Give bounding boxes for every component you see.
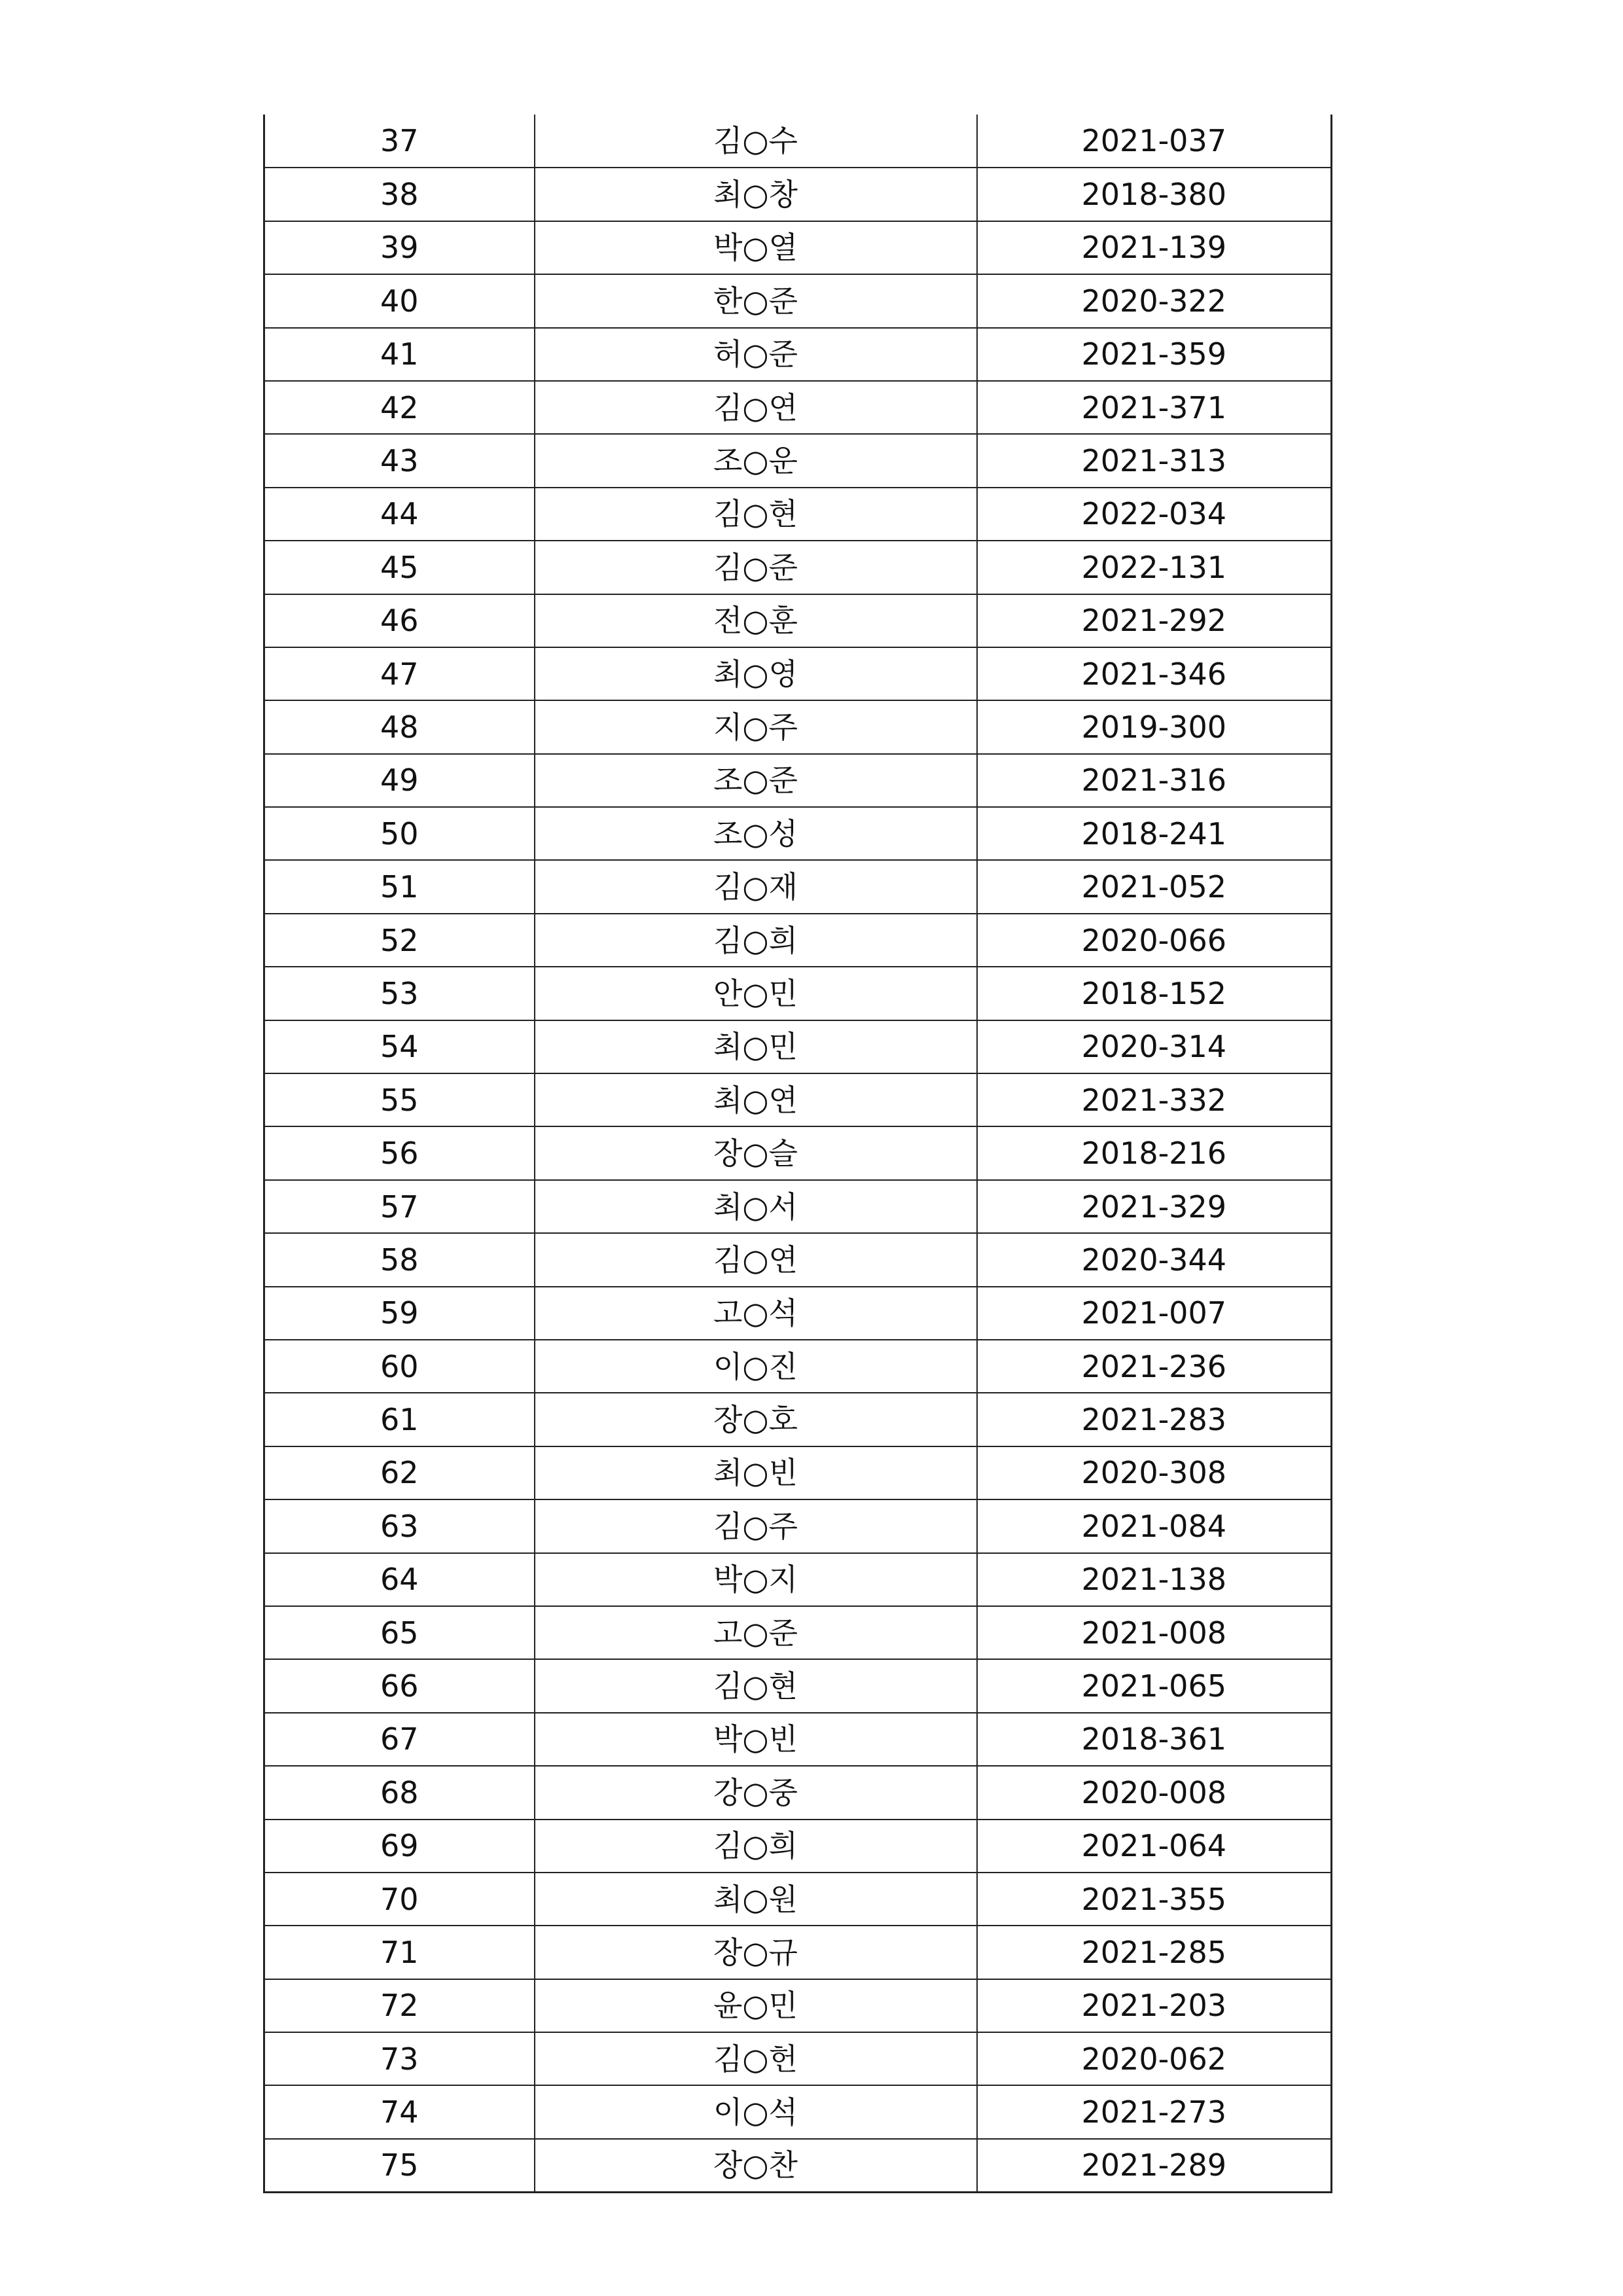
id-number-cell: 2021-064 — [977, 1820, 1332, 1873]
id-number-cell: 2021-084 — [977, 1499, 1332, 1552]
table-row — [264, 115, 1332, 168]
name-cell: 김○수 — [535, 115, 977, 168]
id-number-cell: 2021-052 — [977, 860, 1332, 913]
name-cell: 김○주 — [535, 1499, 977, 1552]
id-number-cell: 2022-034 — [977, 488, 1332, 541]
table-row — [264, 1873, 1332, 1926]
table-row — [264, 328, 1332, 381]
name-cell: 조○운 — [535, 434, 977, 487]
table-row — [264, 807, 1332, 860]
id-number-cell: 2020-008 — [977, 1766, 1332, 1819]
row-number-cell: 63 — [264, 1499, 535, 1552]
table-row — [264, 1553, 1332, 1606]
name-cell: 김○희 — [535, 1820, 977, 1873]
id-number-cell: 2021-292 — [977, 594, 1332, 647]
id-number-cell: 2019-300 — [977, 700, 1332, 753]
table-row — [264, 221, 1332, 274]
row-number-cell: 72 — [264, 1979, 535, 2032]
name-cell: 장○찬 — [535, 2139, 977, 2192]
id-number-cell: 2018-216 — [977, 1126, 1332, 1179]
id-number-cell: 2021-289 — [977, 2139, 1332, 2192]
row-number-cell: 55 — [264, 1073, 535, 1126]
name-cell: 최○서 — [535, 1180, 977, 1233]
id-number-cell: 2021-355 — [977, 1873, 1332, 1926]
id-number-cell: 2020-062 — [977, 2032, 1332, 2085]
name-cell: 장○호 — [535, 1393, 977, 1446]
name-cell: 윤○민 — [535, 1979, 977, 2032]
id-number-cell: 2021-329 — [977, 1180, 1332, 1233]
row-number-cell: 71 — [264, 1926, 535, 1979]
table-row — [264, 274, 1332, 327]
name-cell: 김○희 — [535, 914, 977, 967]
id-number-cell: 2021-008 — [977, 1606, 1332, 1659]
row-number-cell: 39 — [264, 221, 535, 274]
name-cell: 지○주 — [535, 700, 977, 753]
row-number-cell: 43 — [264, 434, 535, 487]
table-row — [264, 594, 1332, 647]
table-row — [264, 967, 1332, 1020]
table-row — [264, 1073, 1332, 1126]
row-number-cell: 65 — [264, 1606, 535, 1659]
row-number-cell: 73 — [264, 2032, 535, 2085]
table-row — [264, 2032, 1332, 2085]
name-cell: 안○민 — [535, 967, 977, 1020]
id-number-cell: 2021-007 — [977, 1287, 1332, 1340]
table-row — [264, 1659, 1332, 1712]
row-number-cell: 40 — [264, 274, 535, 327]
table-row — [264, 754, 1332, 807]
id-number-cell: 2021-332 — [977, 1073, 1332, 1126]
id-number-cell: 2021-313 — [977, 434, 1332, 487]
row-number-cell: 53 — [264, 967, 535, 1020]
id-number-cell: 2021-316 — [977, 754, 1332, 807]
row-number-cell: 64 — [264, 1553, 535, 1606]
id-number-cell: 2021-346 — [977, 647, 1332, 700]
name-cell: 최○영 — [535, 647, 977, 700]
name-cell: 김○연 — [535, 381, 977, 434]
table-row — [264, 1713, 1332, 1766]
name-cell: 김○헌 — [535, 2032, 977, 2085]
table-row — [264, 168, 1332, 221]
table-row — [264, 1393, 1332, 1446]
id-number-cell: 2018-380 — [977, 168, 1332, 221]
table-row — [264, 914, 1332, 967]
row-number-cell: 61 — [264, 1393, 535, 1446]
id-number-cell: 2021-283 — [977, 1393, 1332, 1446]
table-row — [264, 1606, 1332, 1659]
table-row — [264, 1340, 1332, 1393]
id-number-cell: 2021-139 — [977, 221, 1332, 274]
name-cell: 장○슬 — [535, 1126, 977, 1179]
row-number-cell: 68 — [264, 1766, 535, 1819]
table-row — [264, 2139, 1332, 2192]
table-row — [264, 488, 1332, 541]
row-number-cell: 41 — [264, 328, 535, 381]
name-cell: 전○훈 — [535, 594, 977, 647]
id-number-cell: 2018-241 — [977, 807, 1332, 860]
name-cell: 조○준 — [535, 754, 977, 807]
table-row — [264, 700, 1332, 753]
row-number-cell: 56 — [264, 1126, 535, 1179]
table-row — [264, 1979, 1332, 2032]
name-cell: 장○규 — [535, 1926, 977, 1979]
table-row — [264, 434, 1332, 487]
name-cell: 최○창 — [535, 168, 977, 221]
row-number-cell: 45 — [264, 541, 535, 594]
name-cell: 허○준 — [535, 328, 977, 381]
name-cell: 박○지 — [535, 1553, 977, 1606]
table-row — [264, 1446, 1332, 1499]
table-row — [264, 541, 1332, 594]
id-number-cell: 2020-322 — [977, 274, 1332, 327]
table-row — [264, 381, 1332, 434]
name-cell: 최○원 — [535, 1873, 977, 1926]
row-number-cell: 57 — [264, 1180, 535, 1233]
table-row — [264, 647, 1332, 700]
name-cell: 이○석 — [535, 2085, 977, 2138]
row-number-cell: 60 — [264, 1340, 535, 1393]
row-number-cell: 44 — [264, 488, 535, 541]
roster-table-body — [264, 115, 1332, 2192]
name-cell: 최○연 — [535, 1073, 977, 1126]
id-number-cell: 2021-285 — [977, 1926, 1332, 1979]
id-number-cell: 2020-066 — [977, 914, 1332, 967]
table-row — [264, 1020, 1332, 1073]
row-number-cell: 52 — [264, 914, 535, 967]
row-number-cell: 69 — [264, 1820, 535, 1873]
row-number-cell: 58 — [264, 1233, 535, 1286]
row-number-cell: 66 — [264, 1659, 535, 1712]
row-number-cell: 54 — [264, 1020, 535, 1073]
row-number-cell: 51 — [264, 860, 535, 913]
table-row — [264, 1499, 1332, 1552]
row-number-cell: 37 — [264, 115, 535, 168]
id-number-cell: 2020-314 — [977, 1020, 1332, 1073]
name-cell: 강○중 — [535, 1766, 977, 1819]
id-number-cell: 2021-371 — [977, 381, 1332, 434]
row-number-cell: 74 — [264, 2085, 535, 2138]
id-number-cell: 2020-308 — [977, 1446, 1332, 1499]
row-number-cell: 59 — [264, 1287, 535, 1340]
name-cell: 한○준 — [535, 274, 977, 327]
row-number-cell: 48 — [264, 700, 535, 753]
name-cell: 김○재 — [535, 860, 977, 913]
name-cell: 최○빈 — [535, 1446, 977, 1499]
table-row — [264, 1287, 1332, 1340]
name-cell: 이○진 — [535, 1340, 977, 1393]
id-number-cell: 2018-152 — [977, 967, 1332, 1020]
row-number-cell: 50 — [264, 807, 535, 860]
id-number-cell: 2021-236 — [977, 1340, 1332, 1393]
table-row — [264, 1233, 1332, 1286]
name-cell: 박○열 — [535, 221, 977, 274]
name-cell: 최○민 — [535, 1020, 977, 1073]
table-row — [264, 1820, 1332, 1873]
name-cell: 김○현 — [535, 488, 977, 541]
id-number-cell: 2021-273 — [977, 2085, 1332, 2138]
table-row — [264, 1126, 1332, 1179]
name-cell: 고○석 — [535, 1287, 977, 1340]
name-cell: 김○현 — [535, 1659, 977, 1712]
id-number-cell: 2022-131 — [977, 541, 1332, 594]
row-number-cell: 49 — [264, 754, 535, 807]
row-number-cell: 46 — [264, 594, 535, 647]
name-cell: 김○준 — [535, 541, 977, 594]
row-number-cell: 62 — [264, 1446, 535, 1499]
id-number-cell: 2018-361 — [977, 1713, 1332, 1766]
row-number-cell: 70 — [264, 1873, 535, 1926]
row-number-cell: 38 — [264, 168, 535, 221]
row-number-cell: 42 — [264, 381, 535, 434]
id-number-cell: 2021-065 — [977, 1659, 1332, 1712]
row-number-cell: 47 — [264, 647, 535, 700]
name-cell: 박○빈 — [535, 1713, 977, 1766]
roster-table — [263, 115, 1332, 2193]
id-number-cell: 2020-344 — [977, 1233, 1332, 1286]
table-row — [264, 2085, 1332, 2138]
name-cell: 김○연 — [535, 1233, 977, 1286]
name-cell: 조○성 — [535, 807, 977, 860]
table-row — [264, 1766, 1332, 1819]
table-row — [264, 1926, 1332, 1979]
name-cell: 고○준 — [535, 1606, 977, 1659]
row-number-cell: 75 — [264, 2139, 535, 2192]
id-number-cell: 2021-037 — [977, 115, 1332, 168]
row-number-cell: 67 — [264, 1713, 535, 1766]
table-row — [264, 860, 1332, 913]
id-number-cell: 2021-203 — [977, 1979, 1332, 2032]
id-number-cell: 2021-138 — [977, 1553, 1332, 1606]
table-row — [264, 1180, 1332, 1233]
id-number-cell: 2021-359 — [977, 328, 1332, 381]
